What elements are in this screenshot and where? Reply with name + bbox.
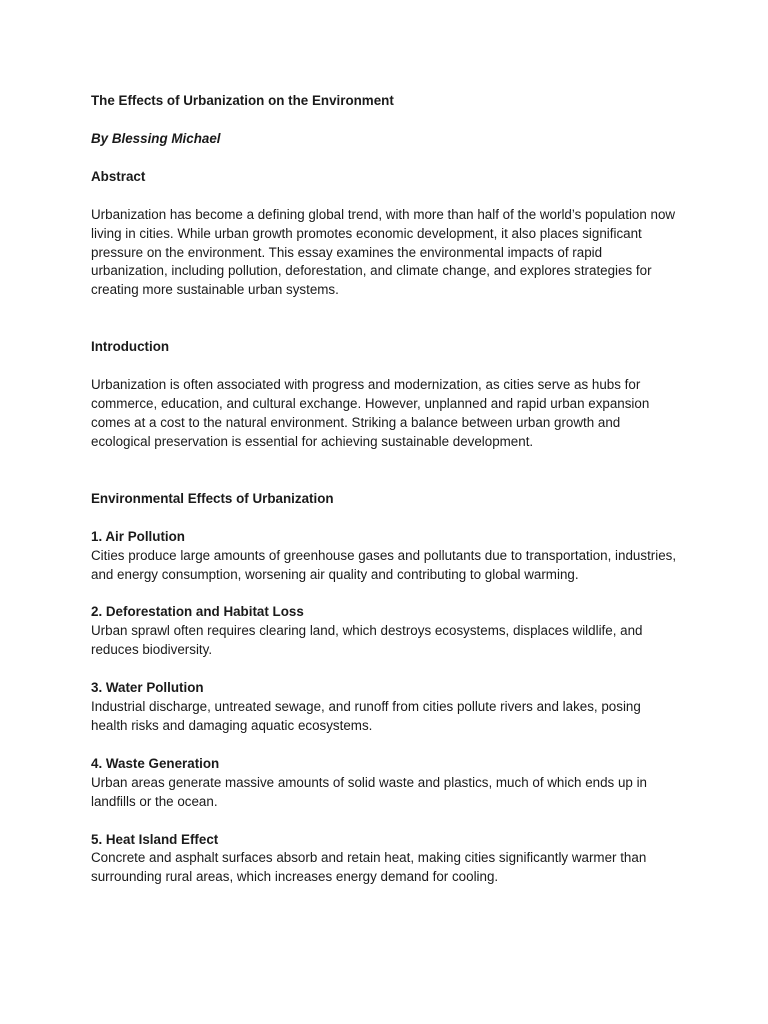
effect-title: 5. Heat Island Effect: [91, 831, 219, 847]
document-page: [91, 92, 681, 906]
effect-title: 1. Air Pollution: [91, 528, 185, 544]
effect-text: Cities produce large amounts of greenhouse gases and pollutants due to transportation, industries, and energy consumption, worsening air quality and contributing to global warming.: [91, 547, 677, 582]
effect-text: Industrial discharge, untreated sewage, and runoff from cities pollute rivers and lakes, posing health risks and damaging aquatic ecosystems.: [91, 699, 641, 733]
effect-title: 2. Deforestation and Habitat Loss: [91, 604, 304, 620]
introduction-text: Urbanization is often associated with progress and modernization, as cities serve as hubs for commerce, education, and cultural exchange. However, unplanned and rapid urban expansion comes at a cost to the natural environment. Striking a balance between urban growth and ecological preservation is essential for achieving sustainable development.: [91, 377, 650, 449]
list-item: [91, 603, 681, 660]
introduction-heading: Introduction: [91, 339, 170, 355]
document-title: The Effects of Urbanization on the Environment: [91, 93, 394, 108]
effect-title: 3. Water Pollution: [91, 680, 204, 696]
abstract-heading: Abstract: [91, 168, 146, 184]
section-spacer: [91, 452, 681, 490]
effect-title: 4. Waste Generation: [91, 755, 220, 771]
list-item: [91, 755, 681, 812]
list-item: [91, 831, 681, 888]
list-item: [91, 528, 681, 585]
effects-heading: Environmental Effects of Urbanization: [91, 490, 334, 506]
effect-text: Urban areas generate massive amounts of solid waste and plastics, much of which ends up in landfills or the ocean.: [91, 774, 648, 809]
list-item: [91, 679, 681, 736]
abstract-text: Urbanization has become a defining global trend, with more than half of the world’s population now living in cities. While urban growth promotes economic development, it also places significant pressure on the environment. This essay examines the environmental impacts of rapid urbanization, including pollution, deforestation, and climate change, and explores strategies for creating more sustainable urban systems.: [91, 206, 676, 298]
effect-text: Urban sprawl often requires clearing land, which destroys ecosystems, displaces wildlife, and reduces biodiversity.: [91, 623, 643, 658]
section-spacer: [91, 300, 681, 338]
document-author: By Blessing Michael: [91, 130, 221, 146]
effect-text: Concrete and asphalt surfaces absorb and retain heat, making cities significantly warmer than surrounding rural areas, which increases energy demand for cooling.: [91, 850, 647, 885]
effects-list: [91, 528, 681, 888]
